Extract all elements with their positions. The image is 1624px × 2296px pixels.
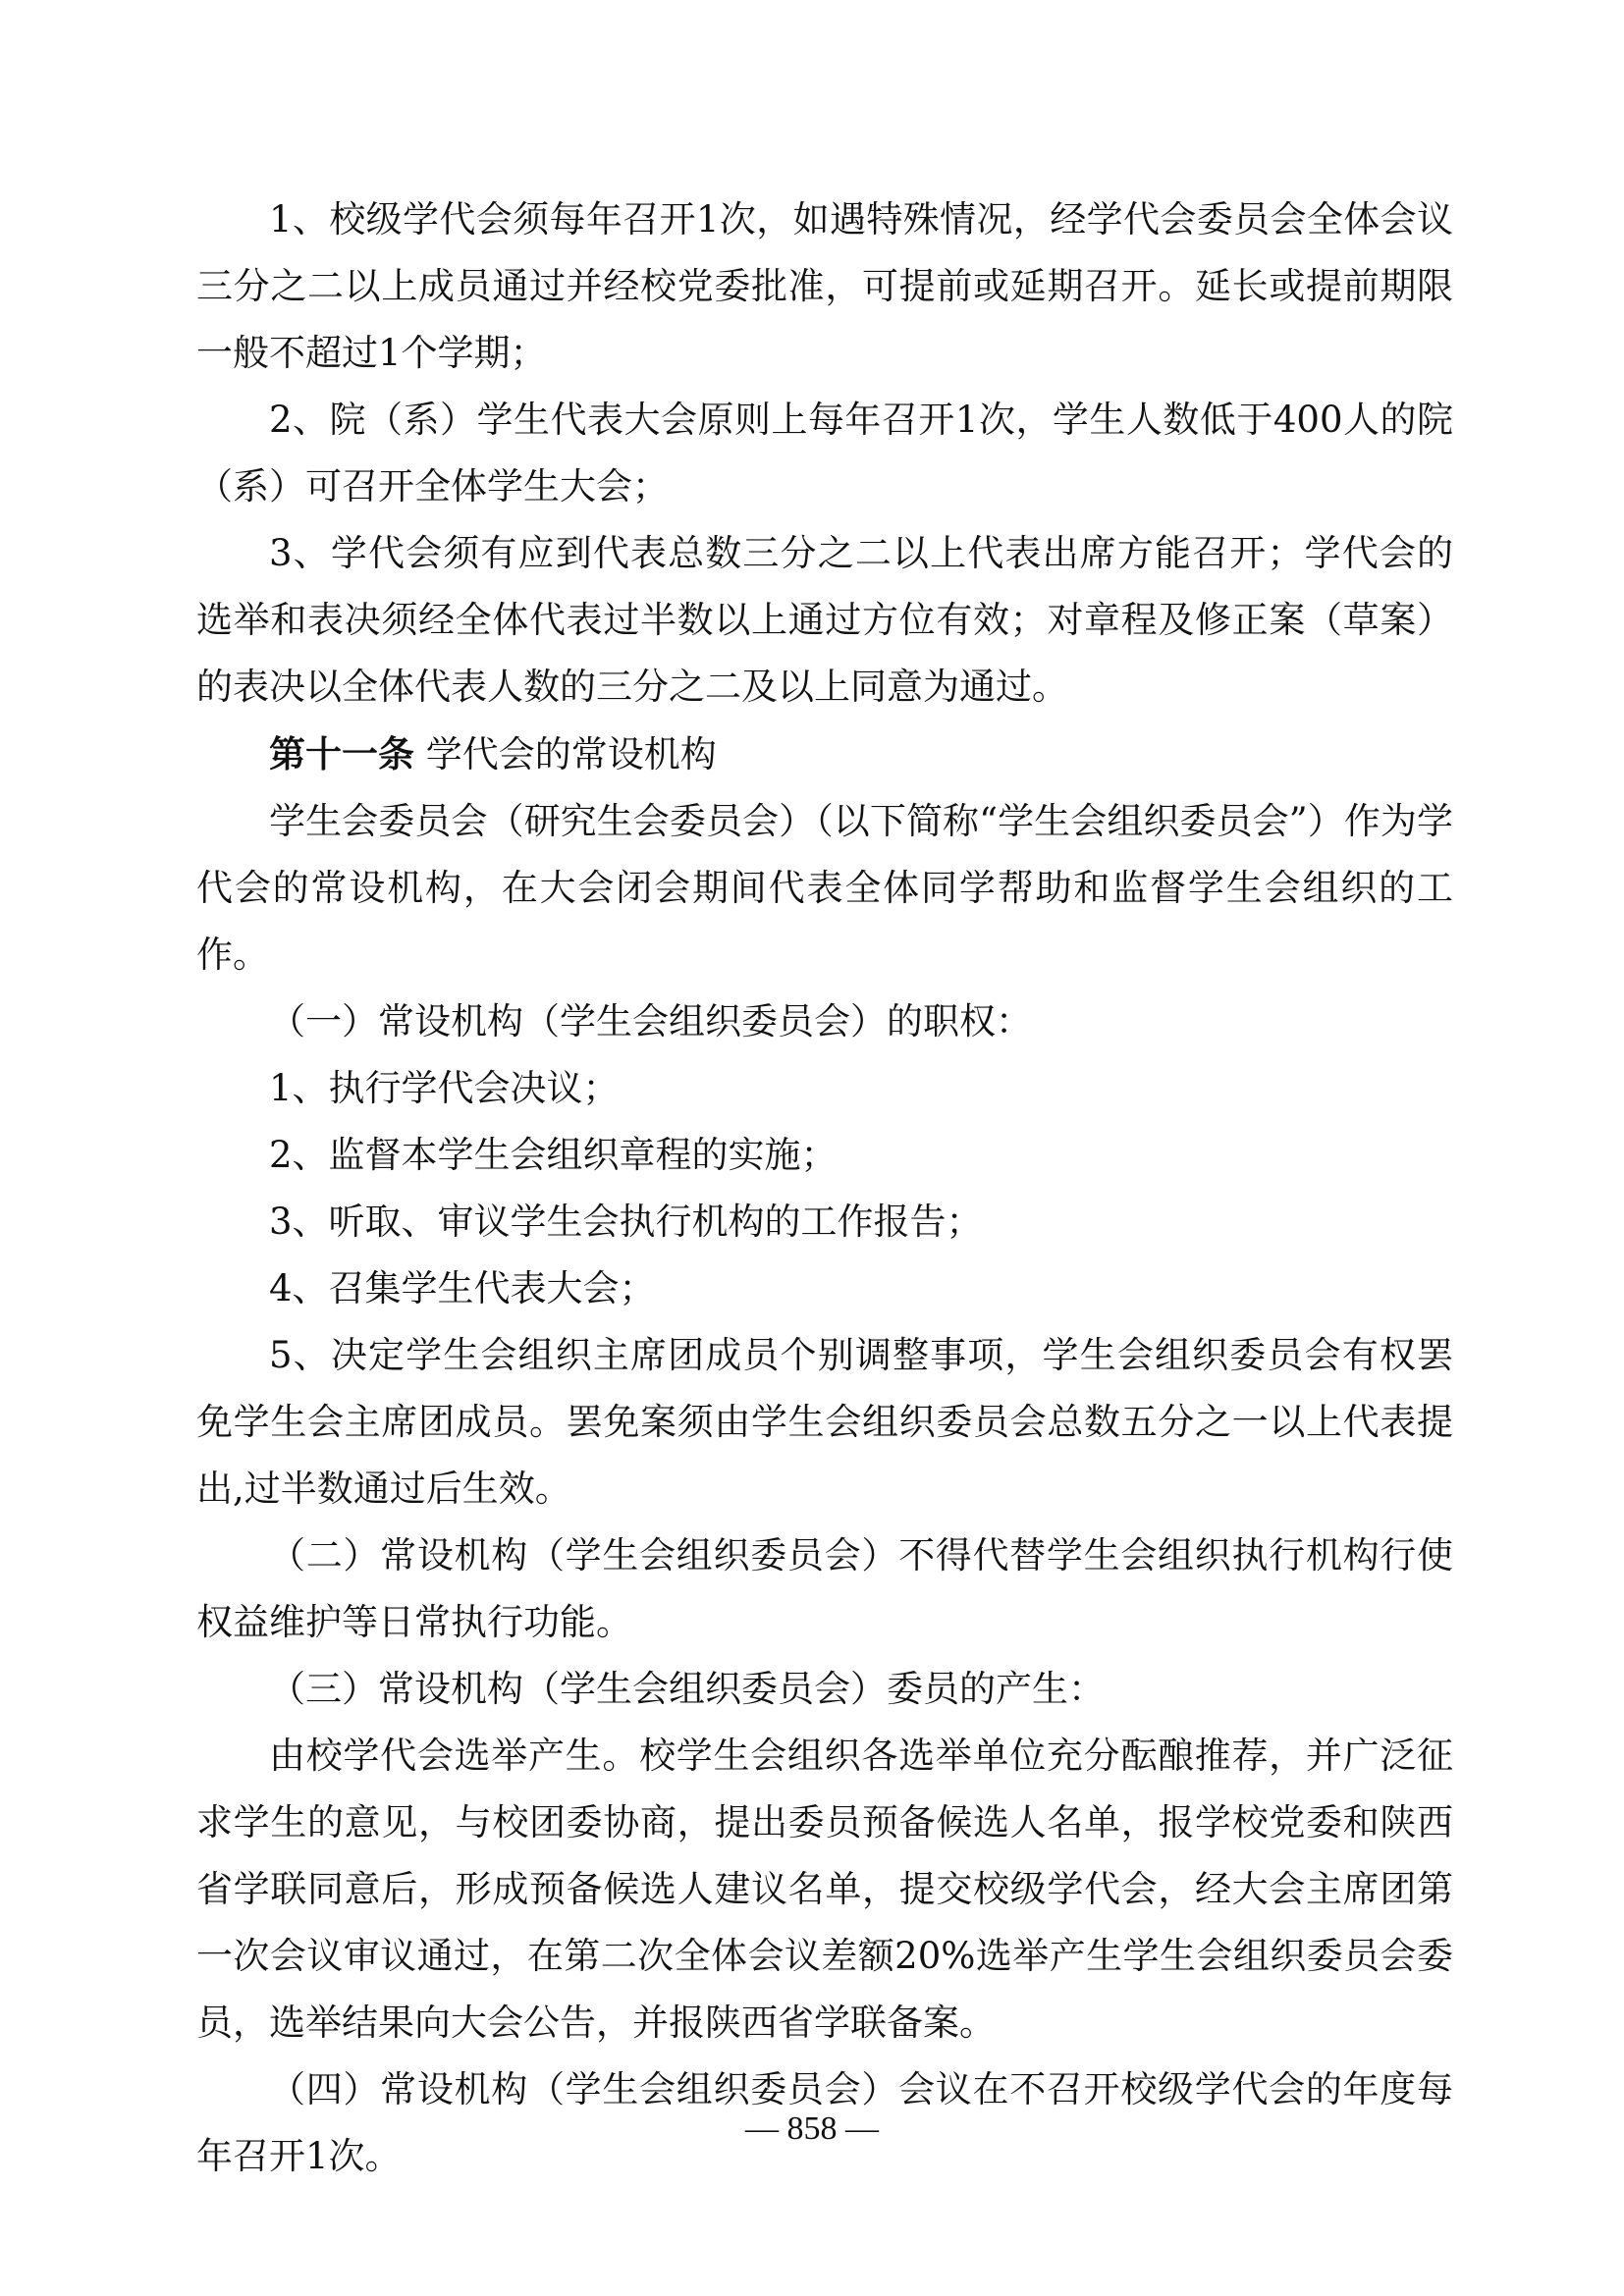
page-number: — 858 — — [745, 2110, 879, 2147]
paragraph-11: （二）常设机构（学生会组织委员会）不得代替学生会组织执行机构行使权益维护等日常执行功能。 — [196, 1534, 1453, 1643]
article-heading — [196, 721, 1453, 788]
paragraph-1: 1、校级学代会须每年召开1次，如遇特殊情况，经学代会委员会全体会议三分之二以上成员通过并经校党委批准，可提前或延期召开。延长或提前期限一般不超过1个学期； — [196, 198, 1453, 374]
paragraph-14: （四）常设机构（学生会组织委员会）会议在不召开校级学代会的年度每年召开1次。 — [196, 2068, 1453, 2177]
document-body — [196, 187, 1453, 2190]
paragraph-4: 学生会委员会（研究生会委员会）（以下简称“学生会组织委员会”）作为学代会的常设机构，在大会闭会期间代表全体同学帮助和监督学生会组织的工作。 — [196, 800, 1453, 976]
paragraph-8: 3、听取、审议学生会执行机构的工作报告； — [269, 1201, 983, 1243]
paragraph-5: （一）常设机构（学生会组织委员会）的职权： — [269, 1000, 1032, 1042]
paragraph-6: 1、执行学代会决议； — [269, 1067, 620, 1109]
article-label: 第十一条 — [269, 732, 414, 775]
paragraph-7: 2、监督本学生会组织章程的实施； — [269, 1134, 838, 1176]
paragraph-2: 2、院（系）学生代表大会原则上每年召开1次，学生人数低于400人的院（系）可召开全体学生大会； — [196, 399, 1453, 507]
paragraph-9: 4、召集学生代表大会； — [269, 1267, 656, 1309]
paragraph-10: 5、决定学生会组织主席团成员个别调整事项，学生会组织委员会有权罢免学生会主席团成员。罢免案须由学生会组织委员会总数五分之一以上代表提出,过半数通过后生效。 — [196, 1334, 1453, 1510]
paragraph-13: 由校学代会选举产生。校学生会组织各选举单位充分酝酿推荐，并广泛征求学生的意见，与校团委协商，提出委员预备候选人名单，报学校党委和陕西省学联同意后，形成预备候选人建议名单，提交校级学代会，经大会主席团第一次会议审议通过，在第二次全体会议差额20%选举产生学生会组织委员会委员，选举结果向大会公告，并报陕西省学联备案。 — [196, 1735, 1453, 2044]
paragraph-3: 3、学代会须有应到代表总数三分之二以上代表出席方能召开；学代会的选举和表决须经全体代表过半数以上通过方位有效；对章程及修正案（草案）的表决以全体代表人数的三分之二及以上同意为通过。 — [196, 532, 1453, 708]
paragraph-12: （三）常设机构（学生会组织委员会）委员的产生： — [269, 1668, 1105, 1710]
article-title: 学代会的常设机构 — [414, 733, 717, 775]
